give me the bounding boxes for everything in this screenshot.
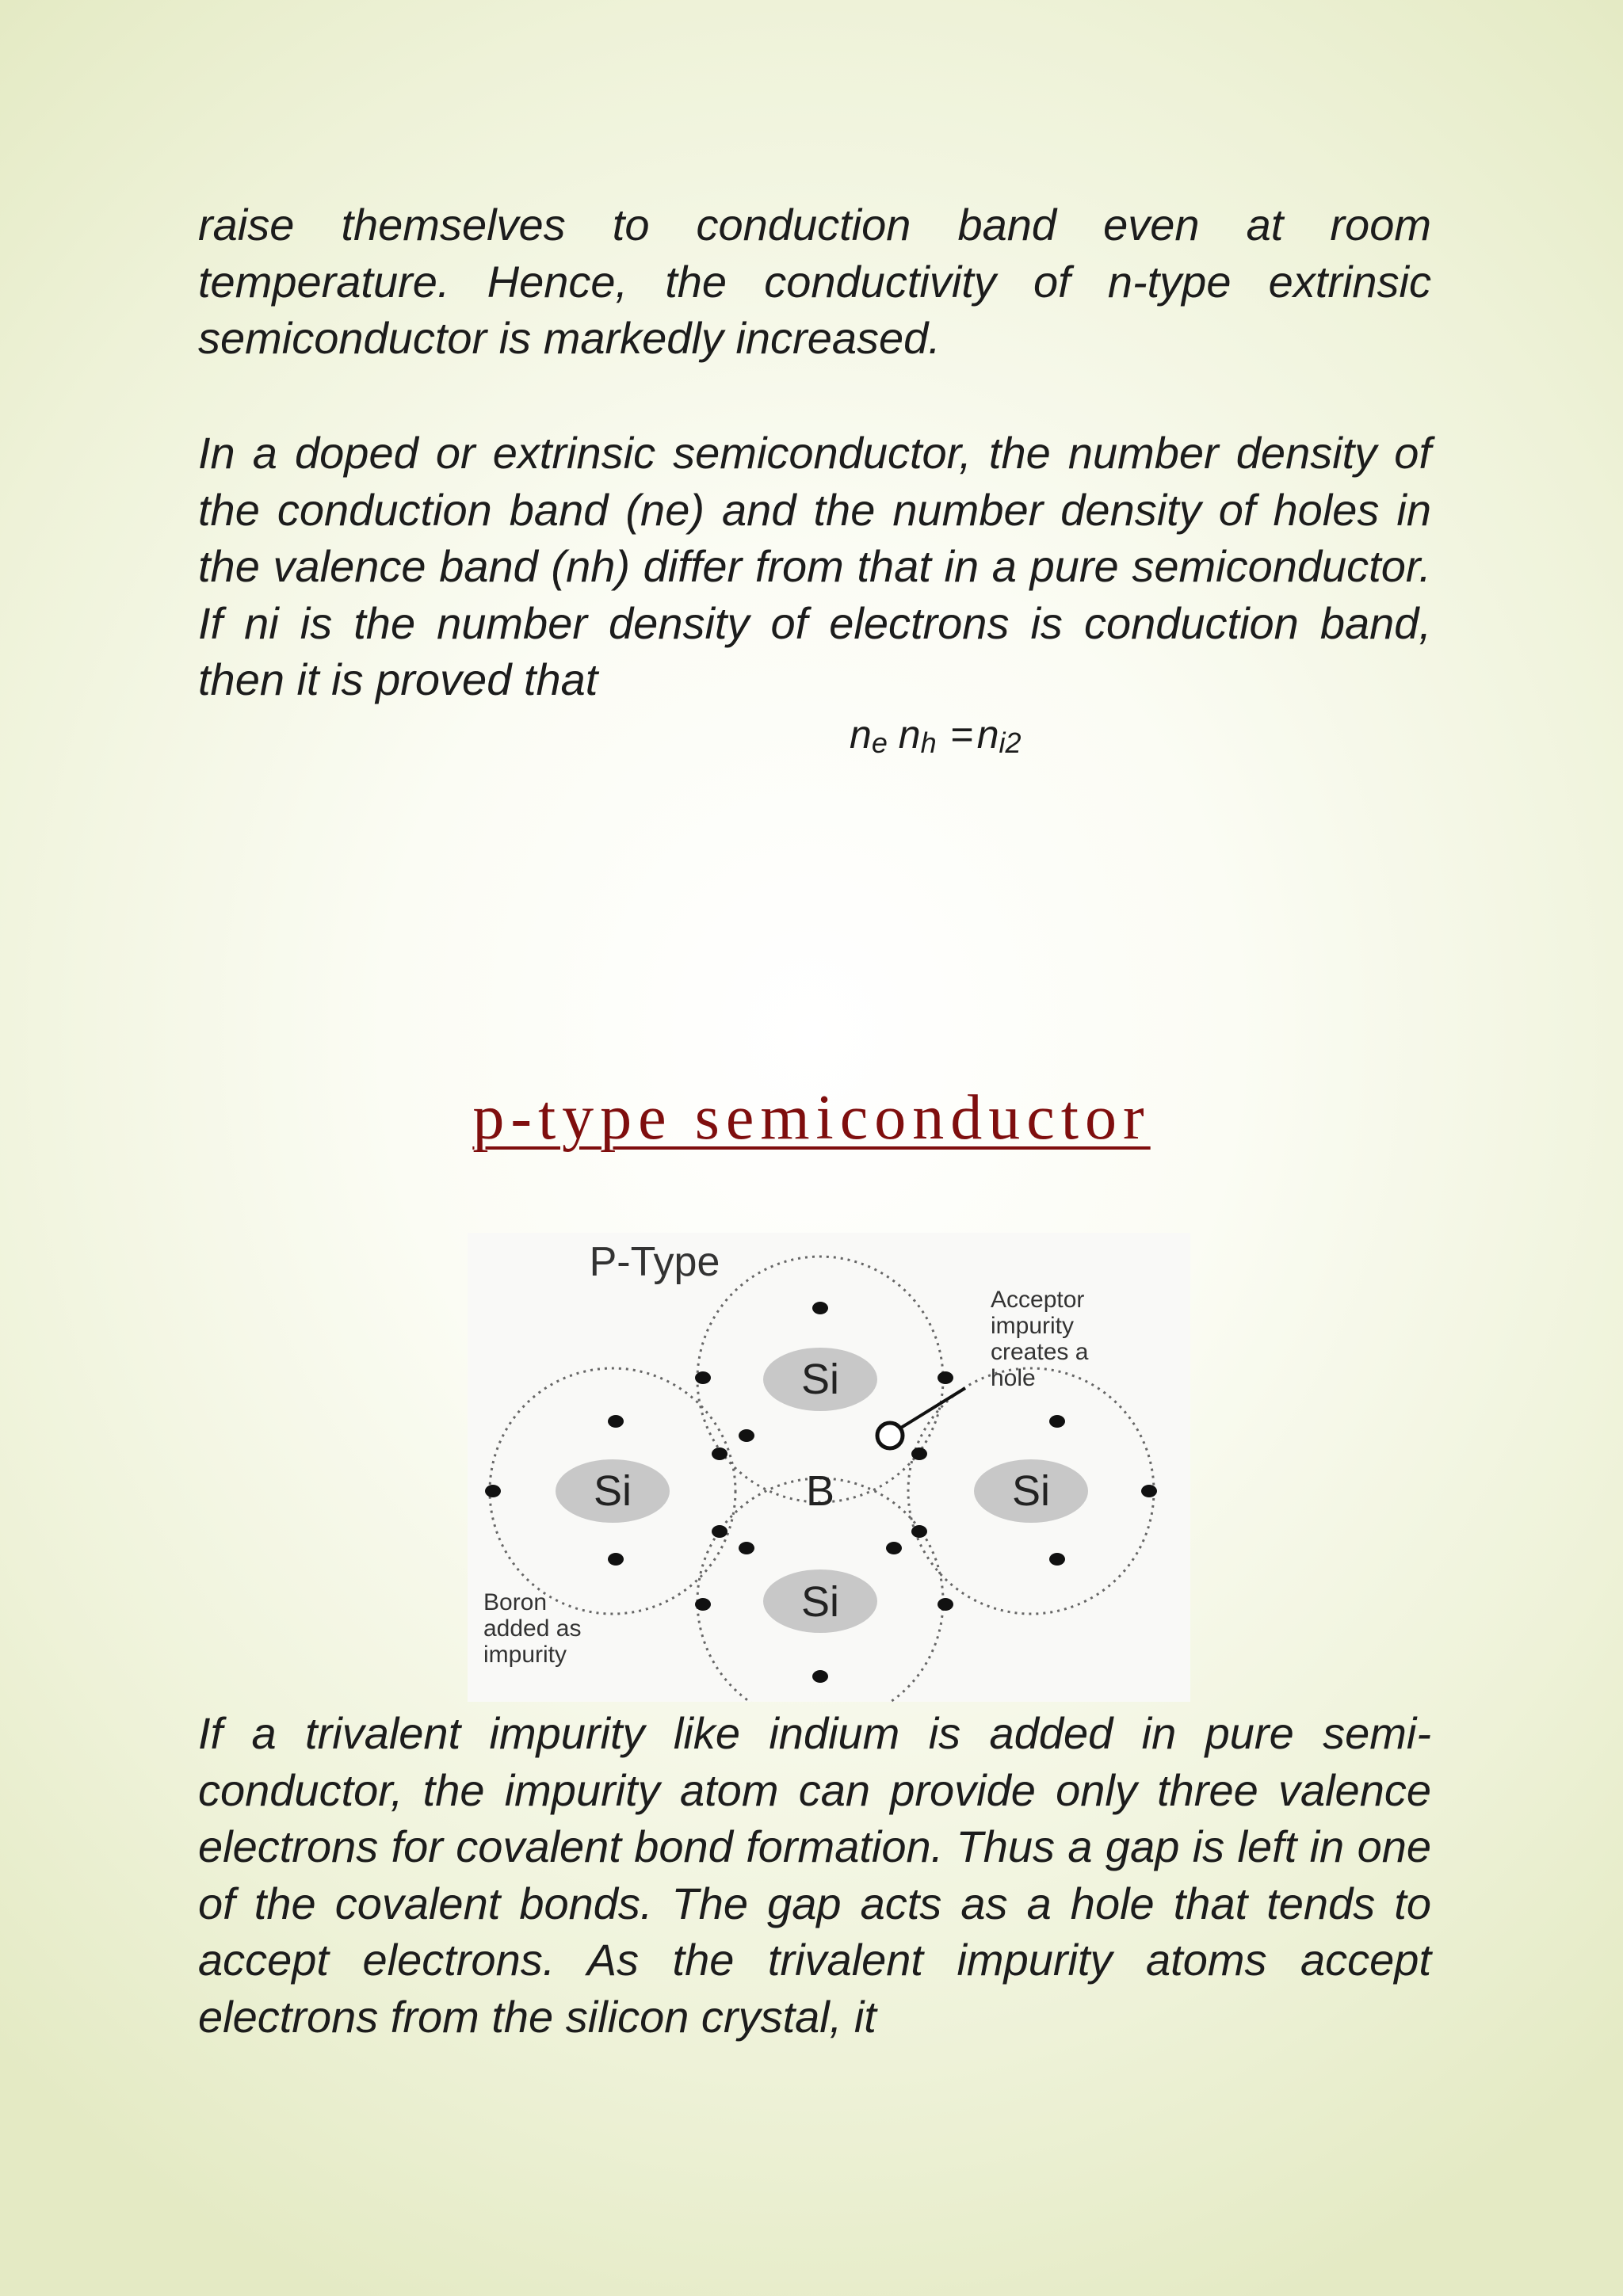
atom-label-top: Si <box>800 1356 840 1403</box>
electron <box>739 1429 754 1442</box>
formula-sub-e: e <box>871 727 888 759</box>
boron-label-line2: added as <box>483 1615 582 1642</box>
hole-pointer-line <box>901 1388 965 1428</box>
formula-sub-i2: i2 <box>999 727 1022 759</box>
electron <box>695 1371 711 1384</box>
acceptor-label-line3: creates a <box>991 1339 1089 1365</box>
electron <box>712 1447 727 1460</box>
mass-action-formula <box>850 711 1022 757</box>
boron-label-line1: Boron <box>483 1589 548 1615</box>
section-heading <box>0 1082 1623 1154</box>
atom-label-right: Si <box>1011 1467 1051 1515</box>
p-type-lattice-figure <box>468 1233 1190 1702</box>
electron <box>938 1371 953 1384</box>
electron <box>1049 1415 1065 1428</box>
electron <box>911 1525 927 1538</box>
electron <box>1049 1553 1065 1566</box>
electron <box>608 1415 624 1428</box>
electron <box>608 1553 624 1566</box>
electron <box>938 1598 953 1611</box>
electron <box>695 1598 711 1611</box>
formula-sub-h: h <box>920 727 937 759</box>
p-type-lattice-diagram <box>468 1233 1190 1702</box>
electron <box>812 1670 828 1683</box>
boron-label <box>483 1589 581 1668</box>
paragraph-trivalent-impurity: If a trivalent impurity like indium is added in pure semi-conductor, the impurity atom can provide only three valence electrons for covalent bond formation. Thus a gap is left in one of the covalent bonds. The gap acts as a hole that tends to accept electrons. As the trivalent impurity atoms accept electrons from the silicon crystal, it <box>198 1708 1431 2042</box>
hole-icon <box>877 1423 903 1448</box>
atom-label-left: Si <box>593 1467 632 1515</box>
paragraph-number-density: In a doped or extrinsic semiconductor, the number density of the conduction band (ne) and the number density of holes in the valence band (nh) differ from that in a pure semiconductor. If ni is the number density of electrons is conduction band, then it is proved that <box>198 428 1431 704</box>
electron <box>739 1542 754 1554</box>
electron <box>911 1447 927 1460</box>
acceptor-label-line4: hole <box>991 1365 1036 1391</box>
formula-equals: = <box>950 712 974 757</box>
figure-title: P-Type <box>589 1239 720 1285</box>
electron <box>886 1542 902 1554</box>
acceptor-label-line1: Acceptor <box>991 1287 1085 1313</box>
paragraph-n-type-conductivity: raise themselves to conduction band even at room temperature. Hence, the conductivity of n-type extrinsic semiconductor is markedly increased. <box>198 200 1431 363</box>
atom-label-center: B <box>805 1467 835 1515</box>
electron <box>1141 1485 1157 1497</box>
section-heading-text: p-type semiconductor <box>472 1083 1151 1153</box>
atom-label-bottom: Si <box>800 1578 840 1626</box>
electron <box>812 1302 828 1314</box>
boron-label-line3: impurity <box>483 1642 567 1668</box>
formula-n-i: n <box>976 712 999 757</box>
electron <box>485 1485 501 1497</box>
electron <box>712 1525 727 1538</box>
formula-n-h: n <box>898 712 921 757</box>
acceptor-label-line2: impurity <box>991 1313 1075 1339</box>
formula-n-e: n <box>850 712 872 757</box>
